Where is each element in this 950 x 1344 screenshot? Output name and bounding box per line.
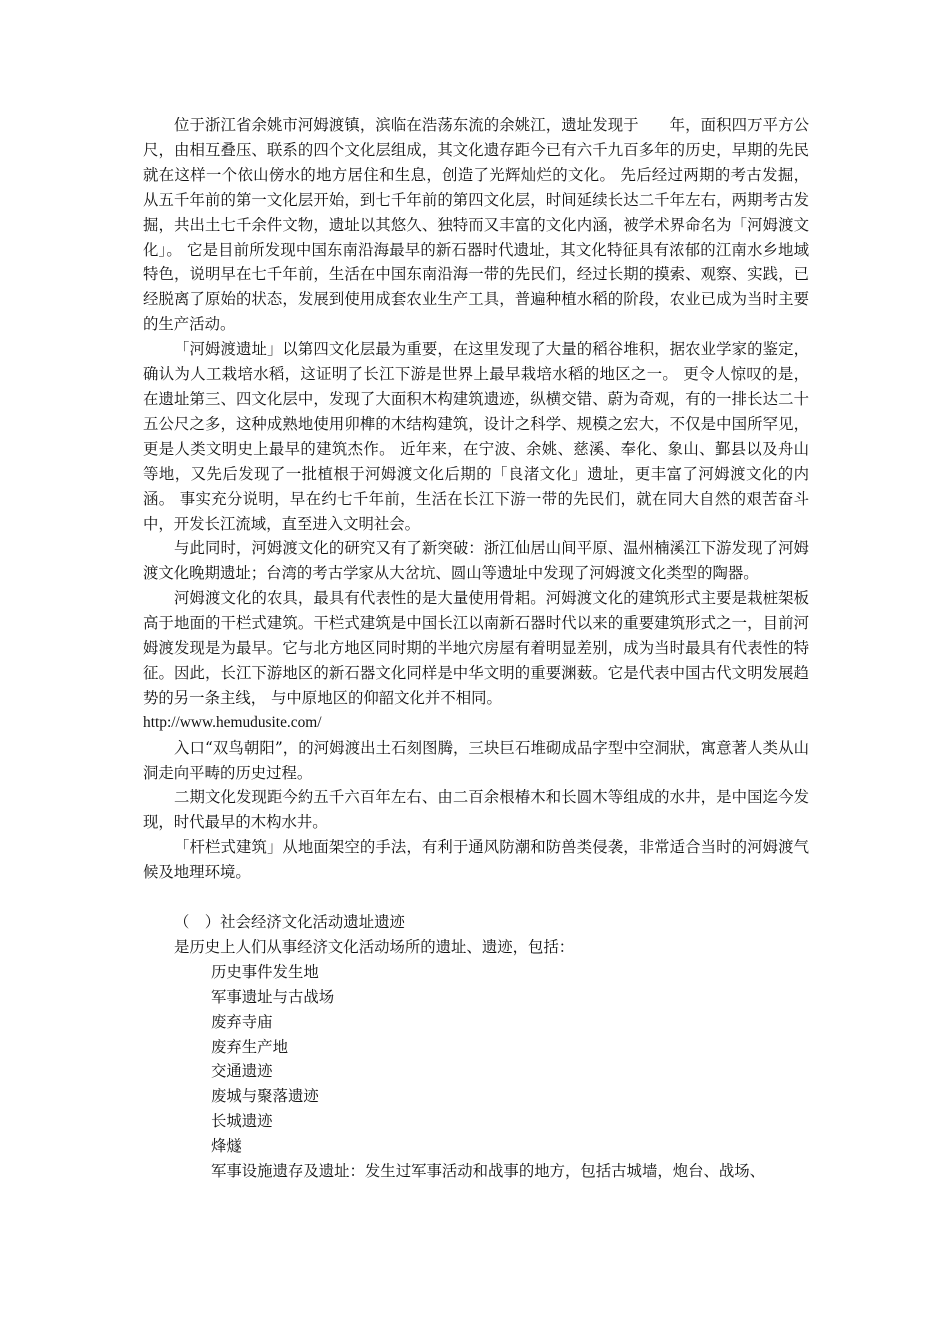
paragraph-stilt-building: 「杆栏式建筑」从地面架空的手法，有利于通风防潮和防兽类侵袭，非常适合当时的河姆渡气候及地理环境。 [143,838,809,882]
list-item: 历史事件发生地 [211,962,319,981]
list-item: 废城与聚落遗迹 [211,1087,319,1106]
list-item: 交通遗迹 [211,1062,273,1081]
paragraph-hemudu-intro: 位于浙江省余姚市河姆渡镇，滨临在浩荡东流的余姚江，遗址发现于 年，面积四万平方公尺，由相互叠压、联系的四个文化层组成，其文化遗存距今已有六千九百多年的历史，早期的先民就在这样一个依山傍水的地方居住和生息，创造了光辉灿烂的文化。 先后经过两期的考古发掘，从五千年前的第一文化层开始，到七千年前的第四文化层，时间延续长达二千年左右，两期考古发掘，共出土七千余件文物，遗址以其悠久、独特而又丰富的文化内涵，被学术界命名为「河姆渡文化」。 它是目前所发现中国东南沿海最早的新石器时代遗址，其文化特征具有浓郁的江南水乡地域特色，说明早在七千年前，生活在中国东南沿海一带的先民们，经过长期的摸索、观察、实践，已经脱离了原始的状态，发展到使用成套农业生产工具，普遍种植水稻的阶段，农业已成为当时主要的生产活动。 [143,116,809,334]
list-item: 长城遗迹 [211,1112,273,1131]
list-item: 军事设施遗存及遗址：发生过军事活动和战事的地方，包括古城墙，炮台、战场、 [211,1162,766,1181]
list-item: 废弃寺庙 [211,1012,273,1031]
document-page [143,113,809,1184]
paragraph-farming-tools: 河姆渡文化的农具，最具有代表性的是大量使用骨耜。河姆渡文化的建筑形式主要是栽桩架板高于地面的干栏式建筑。干栏式建筑是中国长江以南新石器时代以来的重要建筑形式之一，目前河姆渡发现是为最早。它与北方地区同时期的半地穴房屋有着明显差别，成为当时最具有代表性的特征。因此，长江下游地区的新石器文化同样是中华文明的重要渊薮。它是代表中国古代文明发展趋势的另一条主线， 与中原地区的仰韶文化并不相同。 [143,589,809,707]
paragraph-water-well: 二期文化发现距今約五千六百年左右、由二百余根椿木和长圆木等组成的水井，是中国迄今发现，时代最早的木构水井。 [143,788,809,832]
source-url: http://www.hemudusite.com/ [143,713,322,731]
list-item: 烽燧 [211,1137,242,1156]
blank-line [143,885,809,910]
section-intro: 是历史上人们从事经济文化活动场所的遗址、遗迹，包括： [174,937,575,956]
paragraph-entrance: 入口“双鸟朝阳”，的河姆渡出土石刻图腾，三块巨石堆砌成品字型中空洞狀，寓意著人类从山洞走向平畴的历史过程。 [143,738,809,782]
section-heading: （ ）社会经济文化活动遗址遗迹 [174,912,405,931]
paragraph-fourth-layer: 「河姆渡遗址」以第四文化层最为重要，在这里发现了大量的稻谷堆积，据农业学家的鉴定，确认为人工栽培水稻，这证明了长江下游是世界上最早栽培水稻的地区之一。 更令人惊叹的是，在遗址第三、四文化层中，发现了大面积木构建筑遗迹，纵横交错、蔚为奇观，有的一排长达二十五公尺之多，这种成熟地使用卯榫的木结构建筑，设计之科学、规模之宏大，不仅是中国所罕见，更是人类文明史上最早的建筑杰作。 近年来，在宁波、余姚、慈溪、奉化、象山、鄞县以及舟山等地，又先后发现了一批植根于河姆渡文化后期的「良渚文化」遗址，更丰富了河姆渡文化的内涵。 事实充分说明，早在约七千年前，生活在长江下游一带的先民们，就在同大自然的艰苦奋斗中，开发长江流域，直至进入文明社会。 [143,340,809,533]
site-type-list [143,960,809,1184]
paragraph-new-breakthrough: 与此同时，河姆渡文化的研究又有了新突破：浙江仙居山间平原、温州楠溪江下游发现了河姆渡文化晚期遗址；台湾的考古学家从大岔坑、圆山等遗址中发现了河姆渡文化类型的陶器。 [143,539,809,583]
list-item: 军事遗址与古战场 [211,987,335,1006]
list-item: 废弃生产地 [211,1037,288,1056]
